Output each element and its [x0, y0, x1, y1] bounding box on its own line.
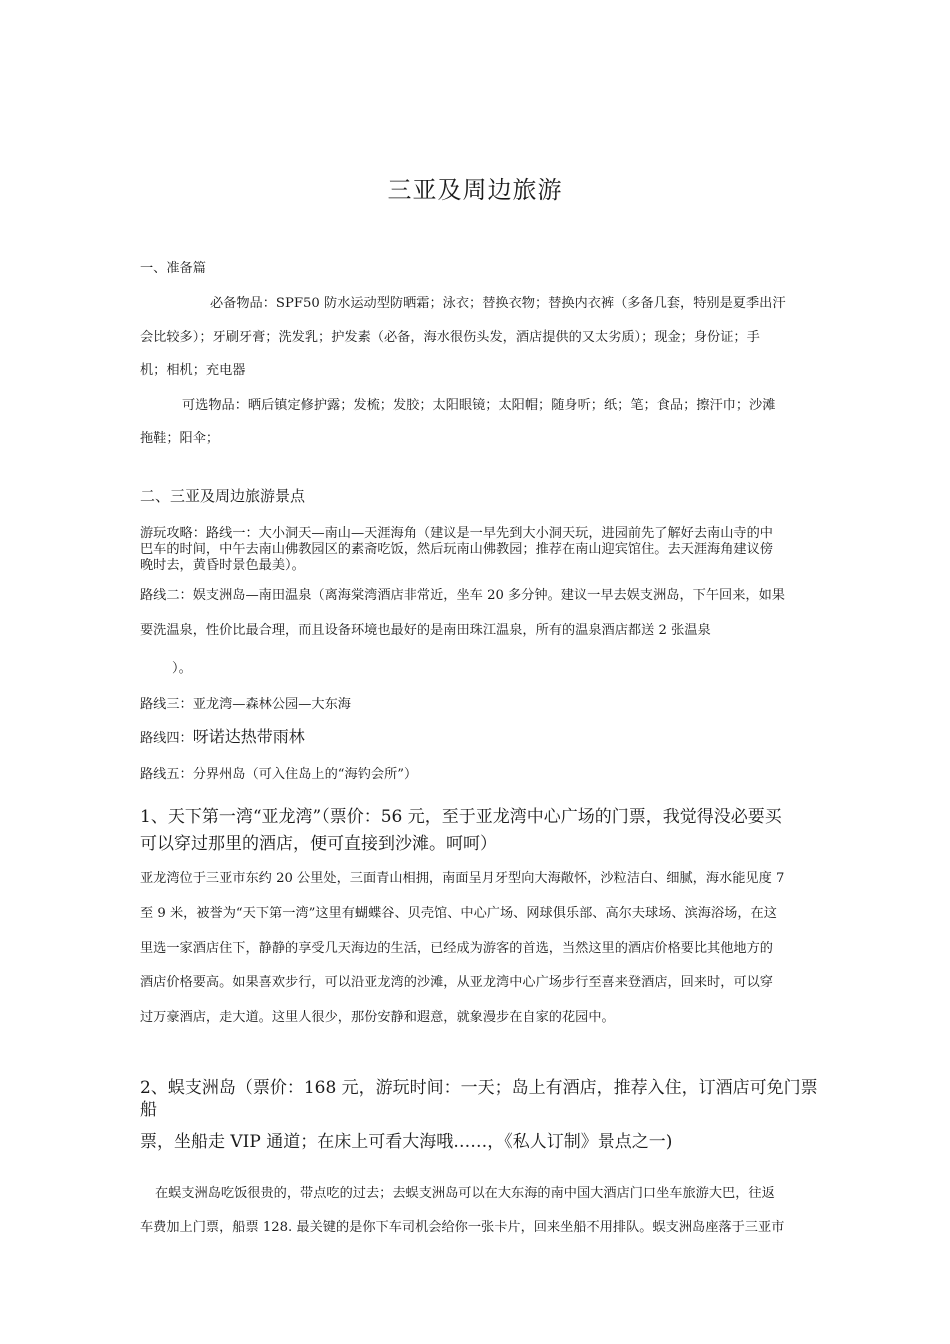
spot-1-body-line-5: 过万豪酒店，走大道。这里人很少，那份安静和遐意，就象漫步在自家的花园中。: [140, 1010, 615, 1025]
spot-2-heading-line-3: 票，坐船走 VIP 通道；在床上可看大海哦……，《私人订制》景点之一): [140, 1132, 673, 1152]
route-5: 路线五：分界州岛（可入住岛上的“海钓会所”）: [140, 767, 418, 782]
optional-items-line-1: 可选物品：晒后镇定修护露；发梳；发胶；太阳眼镜；太阳帽；随身听；纸；笔；食品；擦汗巾；沙滩: [182, 398, 776, 413]
route-3: 路线三：亚龙湾—森林公园—大东海: [140, 697, 351, 712]
route-2-line-1: 路线二：娱支洲岛—南田温泉（离海棠湾酒店非常近，坐车 20 多分钟。建议一早去娱支洲岛，下午回来，如果: [140, 588, 785, 603]
spot-2-body-line-2: 车费加上门票，船票 128. 最关键的是你下车司机会给你一张卡片，回来坐船不用排队。蜈支洲岛座落于三亚市: [140, 1220, 785, 1235]
spot-1-body-line-2: 至 9 米，被誉为“天下第一湾”这里有蝴蝶谷、贝壳馆、中心广场、网球俱乐部、高尔夫球场、滨海浴场，在这: [140, 906, 777, 921]
route-2-line-2: 要洗温泉，性价比最合理，而且设备环境也最好的是南田珠江温泉，所有的温泉酒店都送 2 张温泉: [140, 623, 711, 638]
optional-items-line-2: 拖鞋；阳伞；: [140, 431, 220, 446]
required-items-line-2: 会比较多）；牙刷牙膏；洗发乳；护发素（必备，海水很伤头发，酒店提供的又太劣质）；现金；身份证；手: [140, 330, 760, 345]
spot-1-body-line-1: 亚龙湾位于三亚市东约 20 公里处，三面青山相拥，南面呈月牙型向大海敞怀，沙粒洁白、细腻，海水能见度 7: [140, 871, 785, 886]
section-heading-attractions: 二、三亚及周边旅游景点: [140, 487, 306, 505]
spot-1-body-line-3: 里选一家酒店住下，静静的享受几天海边的生活，已经成为游客的首选，当然这里的酒店价格要比其他地方的: [140, 941, 773, 956]
section-heading-preparation: 一、准备篇: [140, 261, 206, 276]
spot-1-body-line-4: 酒店价格要高。如果喜欢步行，可以沿亚龙湾的沙滩，从亚龙湾中心广场步行至喜来登酒店，回来时，可以穿: [140, 975, 773, 990]
route-2-line-3: ）。: [172, 661, 192, 676]
required-items-line-1: 必备物品：SPF50 防水运动型防晒霜；泳衣；替换衣物；替换内衣裤（多备几套，特别是夏季出汗: [210, 296, 786, 311]
route-4-destination: 呀诺达热带雨林: [192, 727, 305, 746]
route-4-label: 路线四：: [140, 731, 193, 746]
route-1-line-3: 晚时去，黄昏时景色最美）。: [140, 558, 305, 573]
page-title: 三亚及周边旅游: [387, 176, 563, 204]
route-1-line-1: 游玩攻略：路线一：大小洞天—南山—天涯海角（建议是一早先到大小洞天玩，进园前先了解好去南山寺的中: [140, 526, 773, 541]
route-1-line-2: 巴车的时间，中午去南山佛教园区的素斋吃饭，然后玩南山佛教园；推荐在南山迎宾馆住。去天涯海角建议傍: [140, 542, 773, 557]
spot-2-body-line-1: 在蜈支洲岛吃饭很贵的，带点吃的过去；去蜈支洲岛可以在大东海的南中国大酒店门口坐车旅游大巴，往返: [155, 1186, 775, 1201]
spot-1-heading-line-1: 1、天下第一湾“亚龙湾”（票价：56 元，至于亚龙湾中心广场的门票，我觉得没必要买: [140, 807, 782, 827]
spot-1-heading-line-2: 可以穿过那里的酒店，便可直接到沙滩。呵呵）: [140, 834, 497, 854]
spot-2-heading-line-2: 船: [140, 1100, 157, 1120]
required-items-line-3: 机；相机；充电器: [140, 363, 246, 378]
spot-2-heading-line-1: 2、蜈支洲岛（票价：168 元，游玩时间：一天；岛上有酒店，推荐入住，订酒店可免门票: [140, 1078, 818, 1098]
route-4: [140, 724, 305, 747]
